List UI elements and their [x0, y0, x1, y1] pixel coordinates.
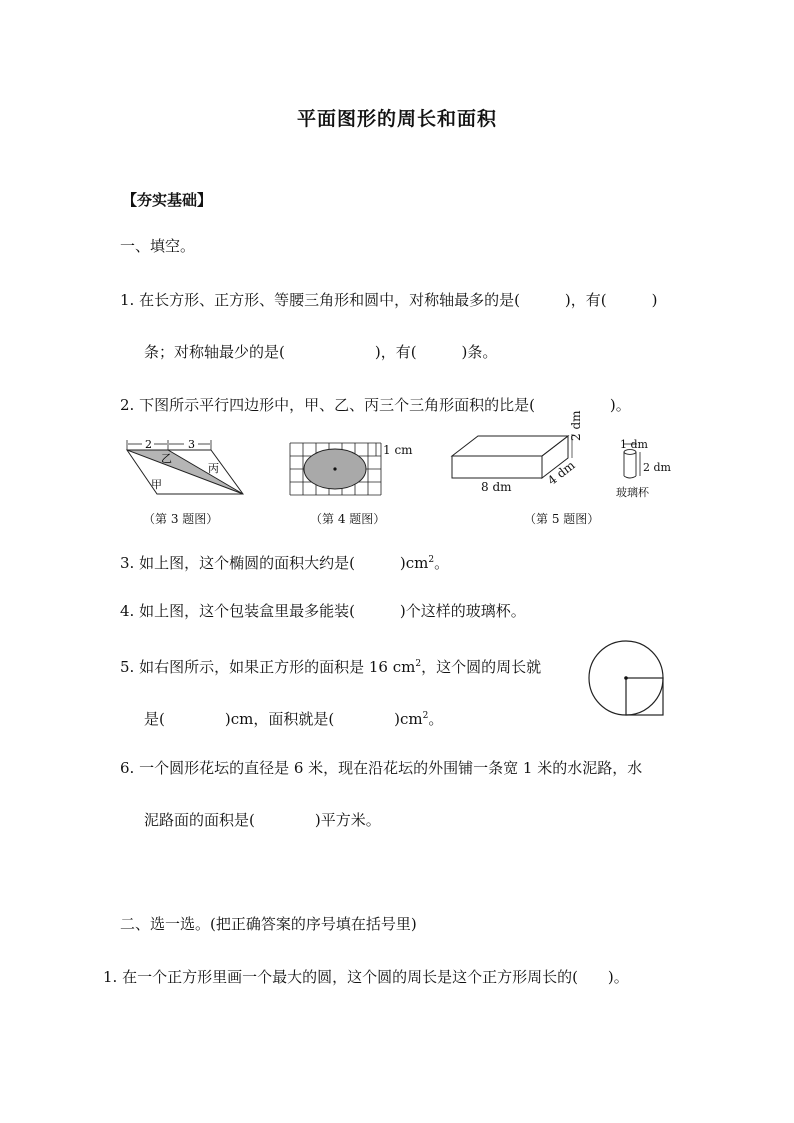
- cup-diameter-label: 1 dm: [620, 438, 648, 451]
- question-5-line-2: 是( )cm，面积就是( )$cm^2$。: [144, 710, 444, 728]
- section-heading: 【夯实基础】: [122, 191, 213, 209]
- label-bing: 丙: [208, 462, 219, 475]
- cup-caption: 玻璃杯: [616, 486, 649, 499]
- label-yi: 乙: [161, 452, 172, 465]
- question-3: 3. 如上图，这个椭圆的面积大约是( )$cm^2$。: [120, 554, 450, 572]
- choice-question-1: 1. 在一个正方形里画一个最大的圆，这个圆的周长是这个正方形周长的( )。: [103, 968, 629, 986]
- question-2: 2. 下图所示平行四边形中，甲、乙、丙三个三角形面积的比是( )。: [120, 396, 631, 414]
- label-3: 3: [188, 438, 195, 451]
- question-1-line-1: 1. 在长方形、正方形、等腰三角形和圆中，对称轴最多的是( )，有( ): [120, 291, 658, 309]
- cup-height-label: 2 dm: [643, 461, 671, 474]
- part2-heading: 二、选一选。(把正确答案的序号填在括号里): [120, 915, 417, 933]
- part1-heading: 一、填空。: [120, 237, 196, 255]
- circle-square-figure: [586, 640, 666, 720]
- figure-4-caption: （第 4 题图）: [310, 512, 386, 526]
- question-4: 4. 如上图，这个包装盒里最多能装( )个这样的玻璃杯。: [120, 602, 526, 620]
- figure-3-caption: （第 3 题图）: [143, 512, 219, 526]
- box-width-label: 4 dm: [544, 458, 578, 488]
- parallelogram-figure: [125, 436, 247, 498]
- figure-5-caption: （第 5 题图）: [524, 512, 600, 526]
- question-1-line-2: 条；对称轴最少的是( )，有( )条。: [144, 343, 498, 361]
- label-2: 2: [145, 438, 152, 451]
- question-5-line-1: 5. 如右图所示，如果正方形的面积是 16 $cm^2$，这个圆的周长就: [120, 658, 542, 676]
- grid-unit-label: 1 cm: [383, 443, 413, 457]
- label-jia: 甲: [151, 478, 162, 491]
- question-6-line-2: 泥路面的面积是( )平方米。: [144, 811, 381, 829]
- box-height-label: 2 dm: [569, 410, 583, 441]
- page-title: 平面图形的周长和面积: [296, 108, 497, 130]
- question-6-line-1: 6. 一个圆形花坛的直径是 6 米，现在沿花坛的外围铺一条宽 1 米的水泥路，水: [120, 759, 643, 777]
- box-length-label: 8 dm: [481, 480, 512, 494]
